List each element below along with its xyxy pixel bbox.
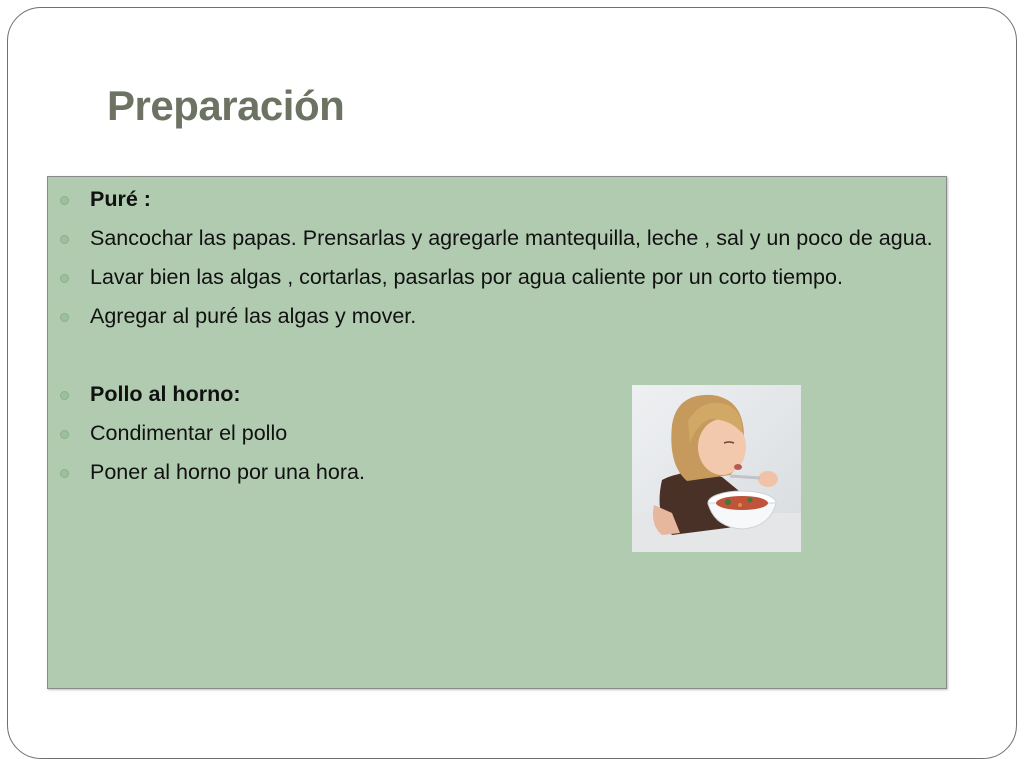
bullet-item-lavar [60, 262, 936, 293]
bullet-dot-icon [60, 196, 69, 205]
bullet-dot-icon [60, 274, 69, 283]
bullet-list [60, 184, 936, 496]
bullet-dot-icon [60, 391, 69, 400]
slide-title: Preparación [107, 82, 345, 129]
bullet-item-agregar [60, 301, 936, 332]
bullet-item-pollo-heading [60, 379, 600, 410]
bullet-text: Condimentar el pollo [90, 421, 288, 445]
content-box [47, 176, 947, 689]
bullet-item-pure-heading [60, 184, 936, 215]
bullet-text: Pollo al horno: [90, 382, 241, 406]
bullet-item-horno [60, 457, 600, 488]
bullet-item-condimentar [60, 418, 600, 449]
bullet-dot-icon [60, 313, 69, 322]
bullet-text: Agregar al puré las algas y mover. [90, 304, 417, 328]
spacer [60, 340, 936, 371]
bullet-text: Sancochar las papas. Prensarlas y agregarle mantequilla, leche , sal y un poco de agua. [90, 226, 933, 250]
bullet-text: Puré : [90, 187, 151, 211]
bullet-text: Lavar bien las algas , cortarlas, pasarlas por agua caliente por un corto tiempo. [90, 265, 843, 289]
bullet-text: Poner al horno por una hora. [90, 460, 365, 484]
bullet-dot-icon [60, 235, 69, 244]
girl-eating-photo [632, 385, 801, 552]
bullet-dot-icon [60, 430, 69, 439]
bullet-item-sancochar [60, 223, 936, 254]
bullet-dot-icon [60, 469, 69, 478]
